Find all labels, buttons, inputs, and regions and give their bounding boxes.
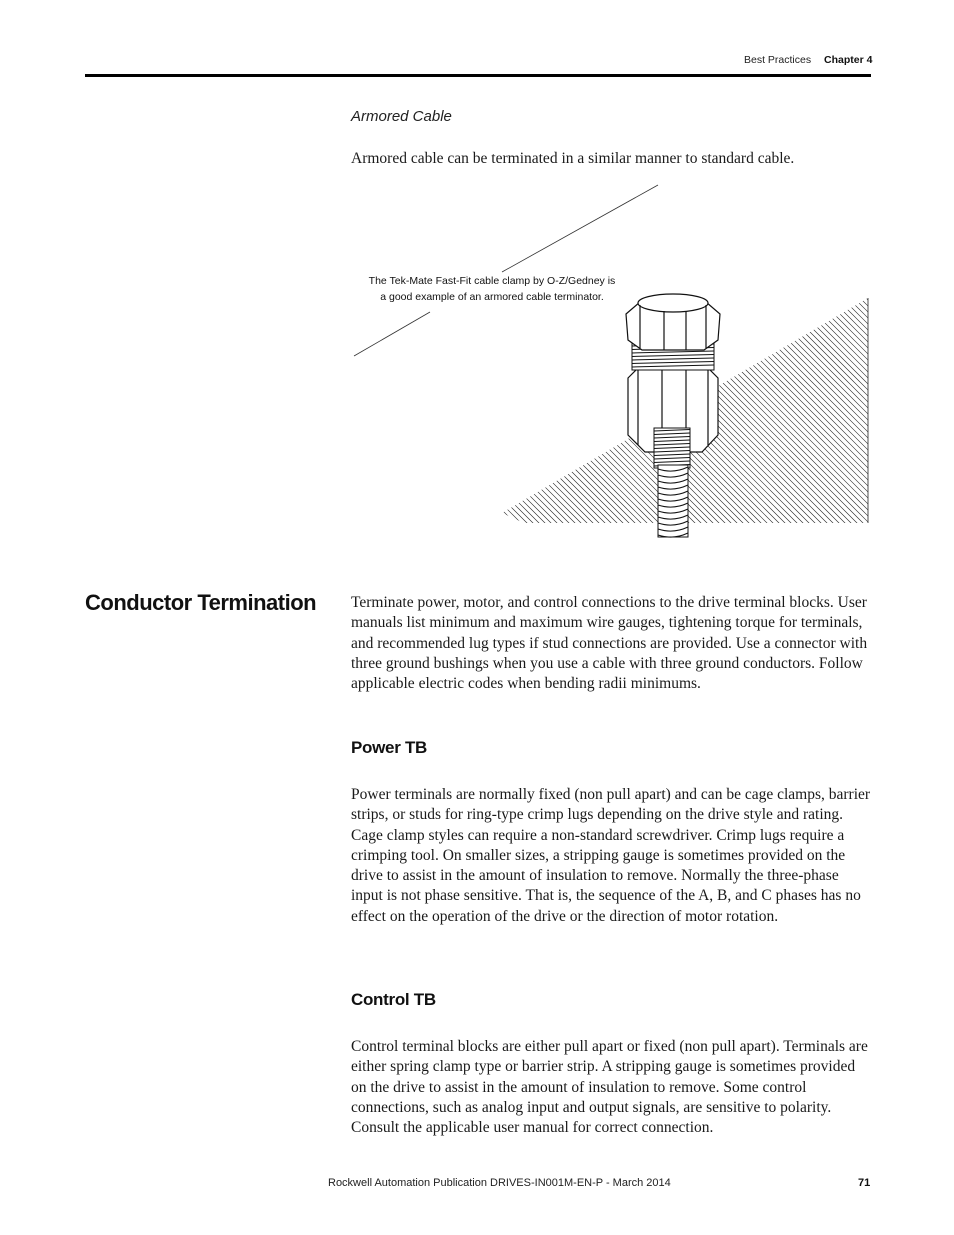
armored-cable-heading: Armored Cable xyxy=(351,108,452,125)
footer-publication: Rockwell Automation Publication DRIVES-IN001M-EN-P - March 2014 xyxy=(328,1177,671,1189)
guide-line-lower xyxy=(354,312,430,356)
running-header-section: Best Practices xyxy=(744,54,812,66)
power-tb-text: Power terminals are normally fixed (non pull apart) and can be cage clamps, barrier strips, or studs for ring-type crimp lugs depending on the drive style and rating. Cage clamp styles can require a non-standard screwdriver. Crimp lugs require a crimping tool. On smaller sizes, a stripping gauge is sometimes provided on the drive to assist in the amount of insulation to remove. Normally the three-phase input is not phase sensitive. That is, the sequence of the A, B, and C phases has no effect on the operation of the drive or the direction of motor rotation. xyxy=(351,786,871,925)
running-header-chapter: Chapter 4 xyxy=(824,54,873,66)
armored-conduit xyxy=(658,465,688,537)
conductor-termination-heading: Conductor Termination xyxy=(85,590,317,615)
power-tb-heading: Power TB xyxy=(351,738,428,757)
control-tb-text: Control terminal blocks are either pull apart or fixed (non pull apart). Terminals are either spring clamp type or barrier strip. A stripping gauge is sometimes provided on the drive to assist in the amount of insulation to remove. Some control connections, such as analog input and output signals, are sensitive to polarity. Consult the applicable user manual for correct connection. xyxy=(351,1038,868,1137)
clamp-upper-nut xyxy=(626,294,720,350)
page-number: 71 xyxy=(858,1177,871,1189)
figure-caption xyxy=(366,273,618,305)
armored-cable-clamp-illustration xyxy=(340,180,880,550)
armored-cable-text: Armored cable can be terminated in a similar manner to standard cable. xyxy=(351,150,795,167)
clamp-threaded-stub xyxy=(654,428,690,468)
conductor-termination-text: Terminate power, motor, and control connections to the drive terminal blocks. User manuals list minimum and maximum wire gauges, tightening torque for terminals, and recommended lug types if stud connections are provided. Use a connector with three ground bushings when you use a cable with three ground conductors. Follow applicable electric codes when bending radii minimums. xyxy=(351,594,868,693)
caption-line-2: a good example of an armored cable terminator. xyxy=(380,291,604,303)
caption-line-1: The Tek-Mate Fast-Fit cable clamp by O-Z/Gedney is xyxy=(368,275,616,287)
enclosure-panel-hatch xyxy=(340,280,880,540)
control-tb-heading: Control TB xyxy=(351,990,436,1009)
guide-line-upper xyxy=(502,185,658,272)
header-rule xyxy=(85,74,871,77)
